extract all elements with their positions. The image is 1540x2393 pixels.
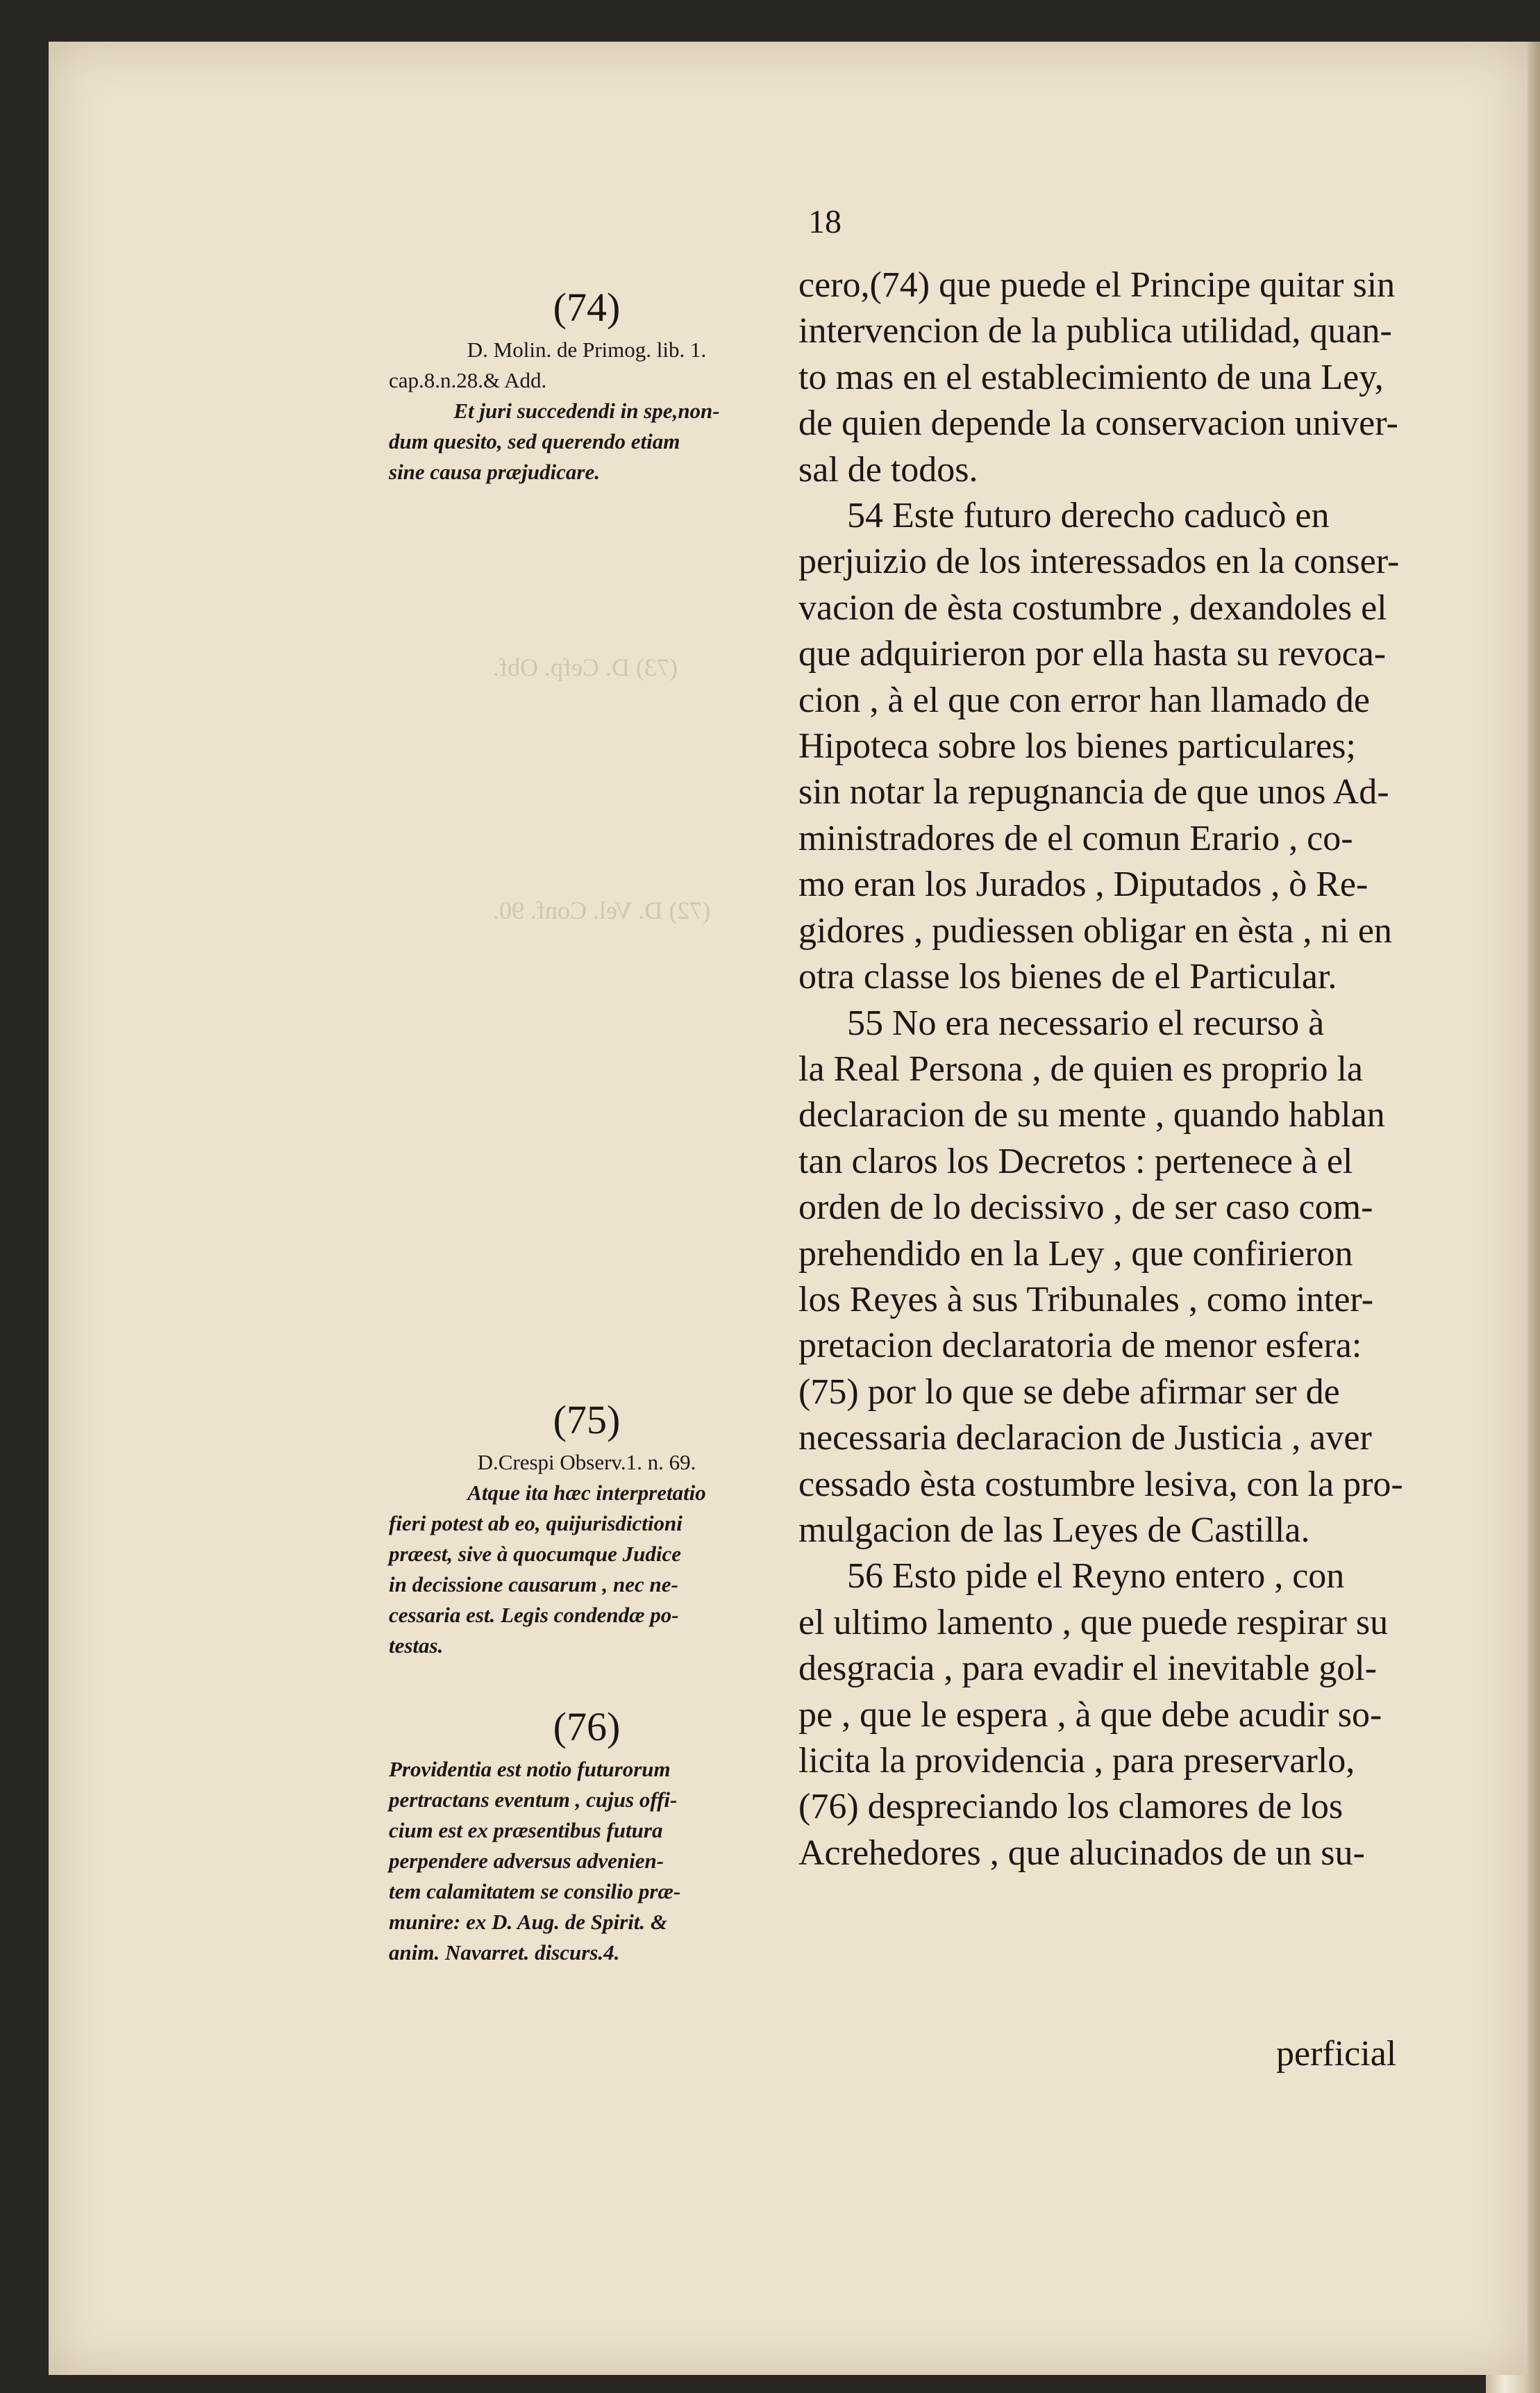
body-line: (75) por lo que se debe afirmar ser de — [798, 1371, 1340, 1412]
note-line: D. Molin. de Primog. lib. 1. — [467, 337, 707, 362]
body-text — [798, 262, 1521, 1876]
body-line: perjuizio de los interessados en la conser- — [798, 542, 1400, 582]
note-line: perpendere adversus advenien- — [389, 1849, 664, 1873]
body-line: otra classe los bienes de el Particular. — [798, 957, 1337, 997]
note-line: in decissione causarum , nec ne- — [389, 1572, 678, 1596]
body-line: intervencion de la publica utilidad, quan- — [798, 311, 1392, 351]
body-line: licita la providencia , para preservarlo, — [798, 1741, 1355, 1781]
note-number: (74) — [553, 285, 621, 330]
body-line: de quien depende la conservacion univer- — [798, 403, 1398, 444]
body-line: el ultimo lamento , que puede respirar su — [798, 1602, 1389, 1642]
body-line: gidores , pudiessen obligar en èsta , ni en — [798, 910, 1392, 951]
margin-note-75 — [389, 1396, 785, 1661]
body-line: pe , que le espera , à que debe acudir so- — [798, 1694, 1382, 1735]
body-line: prehendido en la Ley , que confirieron — [798, 1233, 1353, 1274]
body-line: (76) despreciando los clamores de los — [798, 1787, 1344, 1827]
note-line: Et juri succedendi in spe,non- — [453, 399, 720, 423]
note-line: dum quesito, sed querendo etiam — [389, 429, 680, 453]
body-line: declaracion de su mente , quando hablan — [798, 1095, 1385, 1135]
note-line: pertractans eventum , cujus offi- — [389, 1787, 678, 1812]
document-page — [49, 42, 1528, 2375]
note-line: anim. Navarret. discurs.4. — [389, 1940, 620, 1965]
body-line: ministradores de el comun Erario , co- — [798, 818, 1353, 858]
body-line: vacion de èsta costumbre , dexandoles el — [798, 587, 1387, 628]
body-line: la Real Persona , de quien es proprio la — [798, 1049, 1363, 1089]
catchword: perficial — [1276, 2034, 1397, 2074]
body-line: los Reyes à sus Tribunales , como inter- — [798, 1279, 1374, 1319]
note-line: D.Crespi Observ.1. n. 69. — [477, 1450, 696, 1474]
show-through: (73) D. Cefp. Obf. — [493, 653, 678, 681]
body-line: sal de todos. — [798, 449, 978, 490]
note-line: fieri potest ab eo, quijurisdictioni — [389, 1511, 683, 1535]
body-line: cion , à el que con error han llamado de — [798, 680, 1370, 720]
note-number: (75) — [553, 1397, 621, 1442]
note-line: præest, sive à quocumque Judice — [389, 1542, 682, 1566]
note-line: cap.8.n.28.& Add. — [389, 368, 547, 392]
body-line: Acrehedores , que alucinados de un su- — [798, 1833, 1365, 1873]
body-line: orden de lo decissivo , de ser caso com- — [798, 1187, 1373, 1228]
body-line: Hipoteca sobre los bienes particulares; — [798, 726, 1356, 767]
body-line: necessaria declaracion de Justicia , aver — [798, 1418, 1372, 1458]
body-line: to mas en el establecimiento de una Ley, — [798, 357, 1384, 397]
note-line: testas. — [389, 1633, 444, 1658]
note-line: munire: ex D. Aug. de Spirit. & — [389, 1910, 668, 1934]
note-line: cium est ex præsentibus futura — [389, 1818, 663, 1842]
body-line: que adquirieron por ella hasta su revoca- — [798, 634, 1387, 674]
body-line: cessado èsta costumbre lesiva, con la pro- — [798, 1464, 1403, 1504]
body-line: tan claros los Decretos : pertenece à el — [798, 1141, 1353, 1181]
note-line: Providentia est notio futurorum — [389, 1757, 671, 1781]
note-line: cessaria est. Legis condendæ po- — [389, 1603, 679, 1627]
show-through: (72) D. Vel. Conf. 90. — [493, 897, 711, 924]
note-number: (76) — [553, 1704, 621, 1749]
body-line: cero,(74) que puede el Principe quitar sin — [798, 265, 1396, 305]
body-line: sin notar la repugnancia de que unos Ad- — [798, 772, 1389, 812]
note-line: Atque ita hæc interpretatio — [467, 1481, 706, 1505]
note-line: tem calamitatem se consilio præ- — [389, 1879, 681, 1903]
body-line: mo eran los Jurados , Diputados , ò Re- — [798, 865, 1369, 905]
margin-note-74 — [389, 283, 785, 487]
paragraph-start: 54 Este futuro derecho caducò en — [847, 496, 1330, 536]
paragraph-start: 56 Esto pide el Reyno entero , con — [847, 1556, 1345, 1596]
margin-note-76 — [389, 1703, 785, 1968]
page-number: 18 — [808, 203, 842, 240]
body-line: desgracia , para evadir el inevitable gol- — [798, 1649, 1378, 1689]
paragraph-start: 55 No era necessario el recurso à — [847, 1003, 1325, 1043]
body-line: pretacion declaratoria de menor esfera: — [798, 1326, 1362, 1366]
body-line: mulgacion de las Leyes de Castilla. — [798, 1510, 1310, 1550]
note-line: sine causa præjudicare. — [389, 460, 600, 484]
